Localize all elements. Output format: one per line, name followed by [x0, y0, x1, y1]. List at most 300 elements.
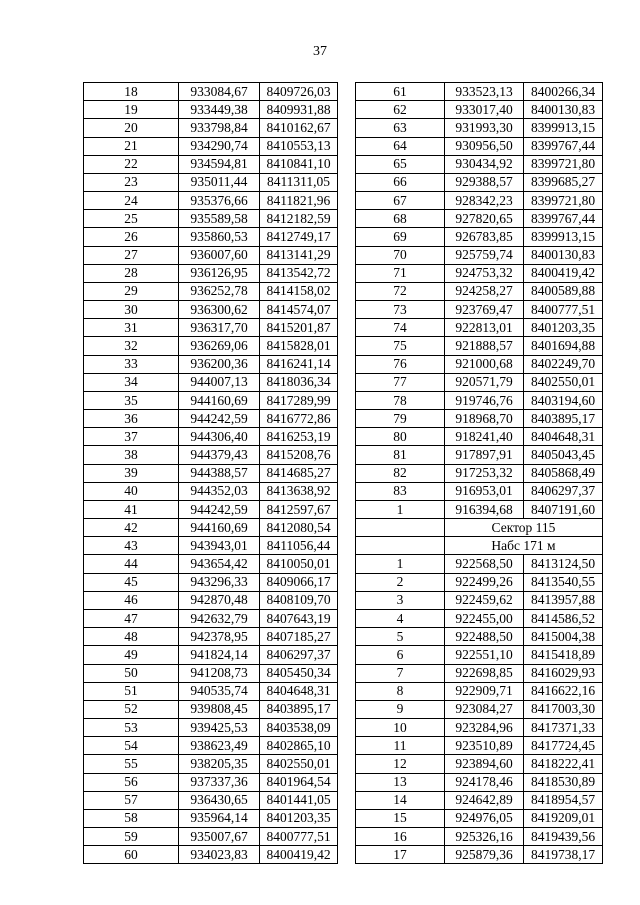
point-number-cell: 6: [356, 646, 445, 664]
table-row: [84, 646, 338, 664]
point-number-cell: 61: [356, 83, 445, 101]
y-coordinate-cell: 8400777,51: [260, 828, 338, 846]
y-coordinate-cell: 8413540,55: [524, 573, 603, 591]
x-coordinate-cell: 944388,57: [179, 464, 260, 482]
y-coordinate-cell: 8399767,44: [524, 210, 603, 228]
x-coordinate-cell: 943654,42: [179, 555, 260, 573]
x-coordinate-cell: 917253,32: [445, 464, 524, 482]
y-coordinate-cell: 8413957,88: [524, 591, 603, 609]
y-coordinate-cell: 8411056,44: [260, 537, 338, 555]
point-number-cell: 42: [84, 519, 179, 537]
point-number-cell: 40: [84, 482, 179, 500]
table-row: [356, 664, 603, 682]
y-coordinate-cell: 8419209,01: [524, 809, 603, 827]
table-row: [84, 355, 338, 373]
point-number-cell: 68: [356, 210, 445, 228]
x-coordinate-cell: 944160,69: [179, 391, 260, 409]
point-number-cell: 70: [356, 246, 445, 264]
y-coordinate-cell: 8412597,67: [260, 500, 338, 518]
table-row: [356, 791, 603, 809]
table-row: [356, 319, 603, 337]
point-number-cell: 56: [84, 773, 179, 791]
point-number-cell: 43: [84, 537, 179, 555]
point-number-cell: 54: [84, 737, 179, 755]
point-number-cell: 5: [356, 628, 445, 646]
x-coordinate-cell: 922499,26: [445, 573, 524, 591]
table-row: [356, 737, 603, 755]
y-coordinate-cell: 8403194,60: [524, 391, 603, 409]
y-coordinate-cell: 8412182,59: [260, 210, 338, 228]
point-number-cell: 64: [356, 137, 445, 155]
x-coordinate-cell: 921000,68: [445, 355, 524, 373]
table-row: [356, 173, 603, 191]
y-coordinate-cell: 8415004,38: [524, 628, 603, 646]
x-coordinate-cell: 931993,30: [445, 119, 524, 137]
table-row: [84, 628, 338, 646]
y-coordinate-cell: 8405043,45: [524, 446, 603, 464]
point-number-cell: 49: [84, 646, 179, 664]
table-row: [84, 464, 338, 482]
point-number-cell: 58: [84, 809, 179, 827]
table-row: [84, 319, 338, 337]
point-number-cell: 21: [84, 137, 179, 155]
y-coordinate-cell: 8414158,02: [260, 282, 338, 300]
point-number-cell: 20: [84, 119, 179, 137]
y-coordinate-cell: 8401694,88: [524, 337, 603, 355]
x-coordinate-cell: 942870,48: [179, 591, 260, 609]
x-coordinate-cell: 924258,27: [445, 282, 524, 300]
table-row: [84, 446, 338, 464]
table-row: [356, 391, 603, 409]
point-number-cell: 37: [84, 428, 179, 446]
x-coordinate-cell: 943943,01: [179, 537, 260, 555]
point-number-cell: 35: [84, 391, 179, 409]
table-row: [356, 537, 603, 555]
table-row: [356, 755, 603, 773]
table-row: [84, 700, 338, 718]
table-row: [356, 500, 603, 518]
point-number-cell: 82: [356, 464, 445, 482]
coordinates-table-right-body: [356, 83, 603, 864]
point-number-cell: 22: [84, 155, 179, 173]
table-row: [356, 373, 603, 391]
table-row: [356, 591, 603, 609]
point-number-cell: 1: [356, 555, 445, 573]
y-coordinate-cell: 8419439,56: [524, 828, 603, 846]
point-number-cell: 36: [84, 410, 179, 428]
point-number-cell: 75: [356, 337, 445, 355]
table-row: [356, 119, 603, 137]
point-number-cell: 47: [84, 609, 179, 627]
point-number-cell: 65: [356, 155, 445, 173]
x-coordinate-cell: 922568,50: [445, 555, 524, 573]
empty-cell: [356, 537, 445, 555]
y-coordinate-cell: 8399913,15: [524, 119, 603, 137]
y-coordinate-cell: 8414685,27: [260, 464, 338, 482]
point-number-cell: 77: [356, 373, 445, 391]
y-coordinate-cell: 8401441,05: [260, 791, 338, 809]
table-row: [356, 83, 603, 101]
y-coordinate-cell: 8405868,49: [524, 464, 603, 482]
x-coordinate-cell: 929388,57: [445, 173, 524, 191]
point-number-cell: 26: [84, 228, 179, 246]
table-row: [84, 192, 338, 210]
table-row: [356, 228, 603, 246]
y-coordinate-cell: 8415208,76: [260, 446, 338, 464]
table-row: [356, 628, 603, 646]
point-number-cell: 16: [356, 828, 445, 846]
y-coordinate-cell: 8400589,88: [524, 282, 603, 300]
point-number-cell: 50: [84, 664, 179, 682]
table-row: [84, 410, 338, 428]
point-number-cell: 19: [84, 101, 179, 119]
table-row: [356, 446, 603, 464]
table-row: [84, 682, 338, 700]
y-coordinate-cell: 8416241,14: [260, 355, 338, 373]
table-row: [84, 555, 338, 573]
y-coordinate-cell: 8417371,33: [524, 719, 603, 737]
point-number-cell: 17: [356, 846, 445, 864]
table-row: [356, 192, 603, 210]
coordinates-table-left: [83, 82, 338, 864]
y-coordinate-cell: 8409066,17: [260, 573, 338, 591]
table-row: [84, 719, 338, 737]
table-row: [84, 828, 338, 846]
x-coordinate-cell: 925879,36: [445, 846, 524, 864]
y-coordinate-cell: 8401203,35: [260, 809, 338, 827]
point-number-cell: 23: [84, 173, 179, 191]
table-row: [356, 682, 603, 700]
point-number-cell: 4: [356, 609, 445, 627]
point-number-cell: 44: [84, 555, 179, 573]
table-row: [84, 101, 338, 119]
x-coordinate-cell: 916953,01: [445, 482, 524, 500]
point-number-cell: 41: [84, 500, 179, 518]
x-coordinate-cell: 937337,36: [179, 773, 260, 791]
table-row: [356, 809, 603, 827]
y-coordinate-cell: 8413141,29: [260, 246, 338, 264]
table-row: [84, 809, 338, 827]
table-row: [84, 173, 338, 191]
y-coordinate-cell: 8418222,41: [524, 755, 603, 773]
y-coordinate-cell: 8409726,03: [260, 83, 338, 101]
coordinates-table-left-body: [84, 83, 338, 864]
table-row: [356, 264, 603, 282]
table-row: [356, 646, 603, 664]
x-coordinate-cell: 922455,00: [445, 609, 524, 627]
y-coordinate-cell: 8409931,88: [260, 101, 338, 119]
point-number-cell: 48: [84, 628, 179, 646]
y-coordinate-cell: 8416253,19: [260, 428, 338, 446]
y-coordinate-cell: 8419738,17: [524, 846, 603, 864]
point-number-cell: 69: [356, 228, 445, 246]
point-number-cell: 45: [84, 573, 179, 591]
y-coordinate-cell: 8411311,05: [260, 173, 338, 191]
x-coordinate-cell: 938623,49: [179, 737, 260, 755]
y-coordinate-cell: 8410162,67: [260, 119, 338, 137]
point-number-cell: 73: [356, 301, 445, 319]
x-coordinate-cell: 944007,13: [179, 373, 260, 391]
table-row: [84, 391, 338, 409]
x-coordinate-cell: 940535,74: [179, 682, 260, 700]
x-coordinate-cell: 933798,84: [179, 119, 260, 137]
point-number-cell: 24: [84, 192, 179, 210]
x-coordinate-cell: 924178,46: [445, 773, 524, 791]
y-coordinate-cell: 8403895,17: [524, 410, 603, 428]
point-number-cell: 30: [84, 301, 179, 319]
y-coordinate-cell: 8400777,51: [524, 301, 603, 319]
table-row: [84, 264, 338, 282]
x-coordinate-cell: 944242,59: [179, 500, 260, 518]
y-coordinate-cell: 8406297,37: [524, 482, 603, 500]
point-number-cell: 52: [84, 700, 179, 718]
x-coordinate-cell: 935964,14: [179, 809, 260, 827]
x-coordinate-cell: 944379,43: [179, 446, 260, 464]
x-coordinate-cell: 936200,36: [179, 355, 260, 373]
table-row: [84, 373, 338, 391]
point-number-cell: 31: [84, 319, 179, 337]
y-coordinate-cell: 8400130,83: [524, 246, 603, 264]
x-coordinate-cell: 925759,74: [445, 246, 524, 264]
x-coordinate-cell: 930956,50: [445, 137, 524, 155]
x-coordinate-cell: 918241,40: [445, 428, 524, 446]
x-coordinate-cell: 936300,62: [179, 301, 260, 319]
y-coordinate-cell: 8400419,42: [260, 846, 338, 864]
table-row: [356, 573, 603, 591]
table-row: [84, 210, 338, 228]
table-row: [356, 464, 603, 482]
x-coordinate-cell: 936252,78: [179, 282, 260, 300]
x-coordinate-cell: 939808,45: [179, 700, 260, 718]
y-coordinate-cell: 8418954,57: [524, 791, 603, 809]
point-number-cell: 25: [84, 210, 179, 228]
nabs-label-cell: Набс 171 м: [445, 537, 603, 555]
table-row: [356, 828, 603, 846]
table-row: [84, 791, 338, 809]
point-number-cell: 76: [356, 355, 445, 373]
table-row: [356, 210, 603, 228]
y-coordinate-cell: 8414574,07: [260, 301, 338, 319]
y-coordinate-cell: 8401203,35: [524, 319, 603, 337]
y-coordinate-cell: 8399721,80: [524, 155, 603, 173]
x-coordinate-cell: 933449,38: [179, 101, 260, 119]
table-row: [356, 519, 603, 537]
point-number-cell: 29: [84, 282, 179, 300]
x-coordinate-cell: 923510,89: [445, 737, 524, 755]
table-row: [356, 301, 603, 319]
table-row: [356, 555, 603, 573]
x-coordinate-cell: 938205,35: [179, 755, 260, 773]
table-row: [84, 137, 338, 155]
y-coordinate-cell: 8399767,44: [524, 137, 603, 155]
x-coordinate-cell: 943296,33: [179, 573, 260, 591]
x-coordinate-cell: 922488,50: [445, 628, 524, 646]
point-number-cell: 81: [356, 446, 445, 464]
point-number-cell: 15: [356, 809, 445, 827]
point-number-cell: 28: [84, 264, 179, 282]
sector-label-cell: Сектор 115: [445, 519, 603, 537]
point-number-cell: 62: [356, 101, 445, 119]
table-row: [356, 719, 603, 737]
x-coordinate-cell: 941824,14: [179, 646, 260, 664]
x-coordinate-cell: 926783,85: [445, 228, 524, 246]
y-coordinate-cell: 8414586,52: [524, 609, 603, 627]
table-row: [356, 337, 603, 355]
x-coordinate-cell: 934594,81: [179, 155, 260, 173]
y-coordinate-cell: 8410841,10: [260, 155, 338, 173]
table-row: [84, 664, 338, 682]
x-coordinate-cell: 939425,53: [179, 719, 260, 737]
y-coordinate-cell: 8407643,19: [260, 609, 338, 627]
table-row: [356, 846, 603, 864]
table-row: [84, 609, 338, 627]
x-coordinate-cell: 936007,60: [179, 246, 260, 264]
point-number-cell: 57: [84, 791, 179, 809]
y-coordinate-cell: 8410050,01: [260, 555, 338, 573]
table-row: [84, 155, 338, 173]
x-coordinate-cell: 923284,96: [445, 719, 524, 737]
point-number-cell: 27: [84, 246, 179, 264]
y-coordinate-cell: 8408109,70: [260, 591, 338, 609]
x-coordinate-cell: 922551,10: [445, 646, 524, 664]
y-coordinate-cell: 8402550,01: [260, 755, 338, 773]
y-coordinate-cell: 8407191,60: [524, 500, 603, 518]
y-coordinate-cell: 8400419,42: [524, 264, 603, 282]
x-coordinate-cell: 925326,16: [445, 828, 524, 846]
y-coordinate-cell: 8410553,13: [260, 137, 338, 155]
page-number: 37: [313, 44, 327, 59]
x-coordinate-cell: 917897,91: [445, 446, 524, 464]
point-number-cell: 9: [356, 700, 445, 718]
y-coordinate-cell: 8402550,01: [524, 373, 603, 391]
point-number-cell: 14: [356, 791, 445, 809]
point-number-cell: 66: [356, 173, 445, 191]
table-row: [84, 337, 338, 355]
y-coordinate-cell: 8401964,54: [260, 773, 338, 791]
y-coordinate-cell: 8418530,89: [524, 773, 603, 791]
table-row: [356, 700, 603, 718]
point-number-cell: 12: [356, 755, 445, 773]
point-number-cell: 38: [84, 446, 179, 464]
x-coordinate-cell: 934023,83: [179, 846, 260, 864]
x-coordinate-cell: 935860,53: [179, 228, 260, 246]
x-coordinate-cell: 944306,40: [179, 428, 260, 446]
x-coordinate-cell: 919746,76: [445, 391, 524, 409]
point-number-cell: 7: [356, 664, 445, 682]
x-coordinate-cell: 936430,65: [179, 791, 260, 809]
x-coordinate-cell: 924753,32: [445, 264, 524, 282]
x-coordinate-cell: 935011,44: [179, 173, 260, 191]
point-number-cell: 32: [84, 337, 179, 355]
y-coordinate-cell: 8413542,72: [260, 264, 338, 282]
table-row: [356, 137, 603, 155]
y-coordinate-cell: 8413124,50: [524, 555, 603, 573]
table-row: [84, 246, 338, 264]
x-coordinate-cell: 922459,62: [445, 591, 524, 609]
point-number-cell: 39: [84, 464, 179, 482]
point-number-cell: 13: [356, 773, 445, 791]
point-number-cell: 74: [356, 319, 445, 337]
x-coordinate-cell: 936317,70: [179, 319, 260, 337]
x-coordinate-cell: 920571,79: [445, 373, 524, 391]
table-row: [84, 537, 338, 555]
point-number-cell: 46: [84, 591, 179, 609]
table-row: [356, 428, 603, 446]
x-coordinate-cell: 921888,57: [445, 337, 524, 355]
table-row: [356, 773, 603, 791]
x-coordinate-cell: 923769,47: [445, 301, 524, 319]
table-row: [356, 410, 603, 428]
point-number-cell: 8: [356, 682, 445, 700]
y-coordinate-cell: 8407185,27: [260, 628, 338, 646]
table-row: [84, 301, 338, 319]
x-coordinate-cell: 935007,67: [179, 828, 260, 846]
point-number-cell: 34: [84, 373, 179, 391]
table-row: [84, 428, 338, 446]
table-row: [84, 737, 338, 755]
x-coordinate-cell: 933084,67: [179, 83, 260, 101]
x-coordinate-cell: 918968,70: [445, 410, 524, 428]
x-coordinate-cell: 923894,60: [445, 755, 524, 773]
x-coordinate-cell: 942378,95: [179, 628, 260, 646]
point-number-cell: 55: [84, 755, 179, 773]
table-row: [84, 755, 338, 773]
y-coordinate-cell: 8403538,09: [260, 719, 338, 737]
table-row: [84, 573, 338, 591]
y-coordinate-cell: 8415201,87: [260, 319, 338, 337]
x-coordinate-cell: 922909,71: [445, 682, 524, 700]
x-coordinate-cell: 924976,05: [445, 809, 524, 827]
table-row: [84, 282, 338, 300]
point-number-cell: 79: [356, 410, 445, 428]
x-coordinate-cell: 930434,92: [445, 155, 524, 173]
x-coordinate-cell: 941208,73: [179, 664, 260, 682]
table-row: [84, 228, 338, 246]
table-row: [356, 101, 603, 119]
y-coordinate-cell: 8417289,99: [260, 391, 338, 409]
point-number-cell: 72: [356, 282, 445, 300]
y-coordinate-cell: 8413638,92: [260, 482, 338, 500]
point-number-cell: 78: [356, 391, 445, 409]
x-coordinate-cell: 936126,95: [179, 264, 260, 282]
y-coordinate-cell: 8417003,30: [524, 700, 603, 718]
y-coordinate-cell: 8416772,86: [260, 410, 338, 428]
point-number-cell: 71: [356, 264, 445, 282]
x-coordinate-cell: 934290,74: [179, 137, 260, 155]
y-coordinate-cell: 8400266,34: [524, 83, 603, 101]
y-coordinate-cell: 8405450,34: [260, 664, 338, 682]
y-coordinate-cell: 8411821,96: [260, 192, 338, 210]
x-coordinate-cell: 916394,68: [445, 500, 524, 518]
point-number-cell: 60: [84, 846, 179, 864]
x-coordinate-cell: 923084,27: [445, 700, 524, 718]
table-row: [84, 119, 338, 137]
y-coordinate-cell: 8415418,89: [524, 646, 603, 664]
table-row: [356, 482, 603, 500]
x-coordinate-cell: 936269,06: [179, 337, 260, 355]
x-coordinate-cell: 942632,79: [179, 609, 260, 627]
y-coordinate-cell: 8416029,93: [524, 664, 603, 682]
table-row: [84, 500, 338, 518]
point-number-cell: 51: [84, 682, 179, 700]
y-coordinate-cell: 8415828,01: [260, 337, 338, 355]
x-coordinate-cell: 935376,66: [179, 192, 260, 210]
point-number-cell: 2: [356, 573, 445, 591]
y-coordinate-cell: 8403895,17: [260, 700, 338, 718]
table-row: [356, 246, 603, 264]
point-number-cell: 18: [84, 83, 179, 101]
y-coordinate-cell: 8399721,80: [524, 192, 603, 210]
